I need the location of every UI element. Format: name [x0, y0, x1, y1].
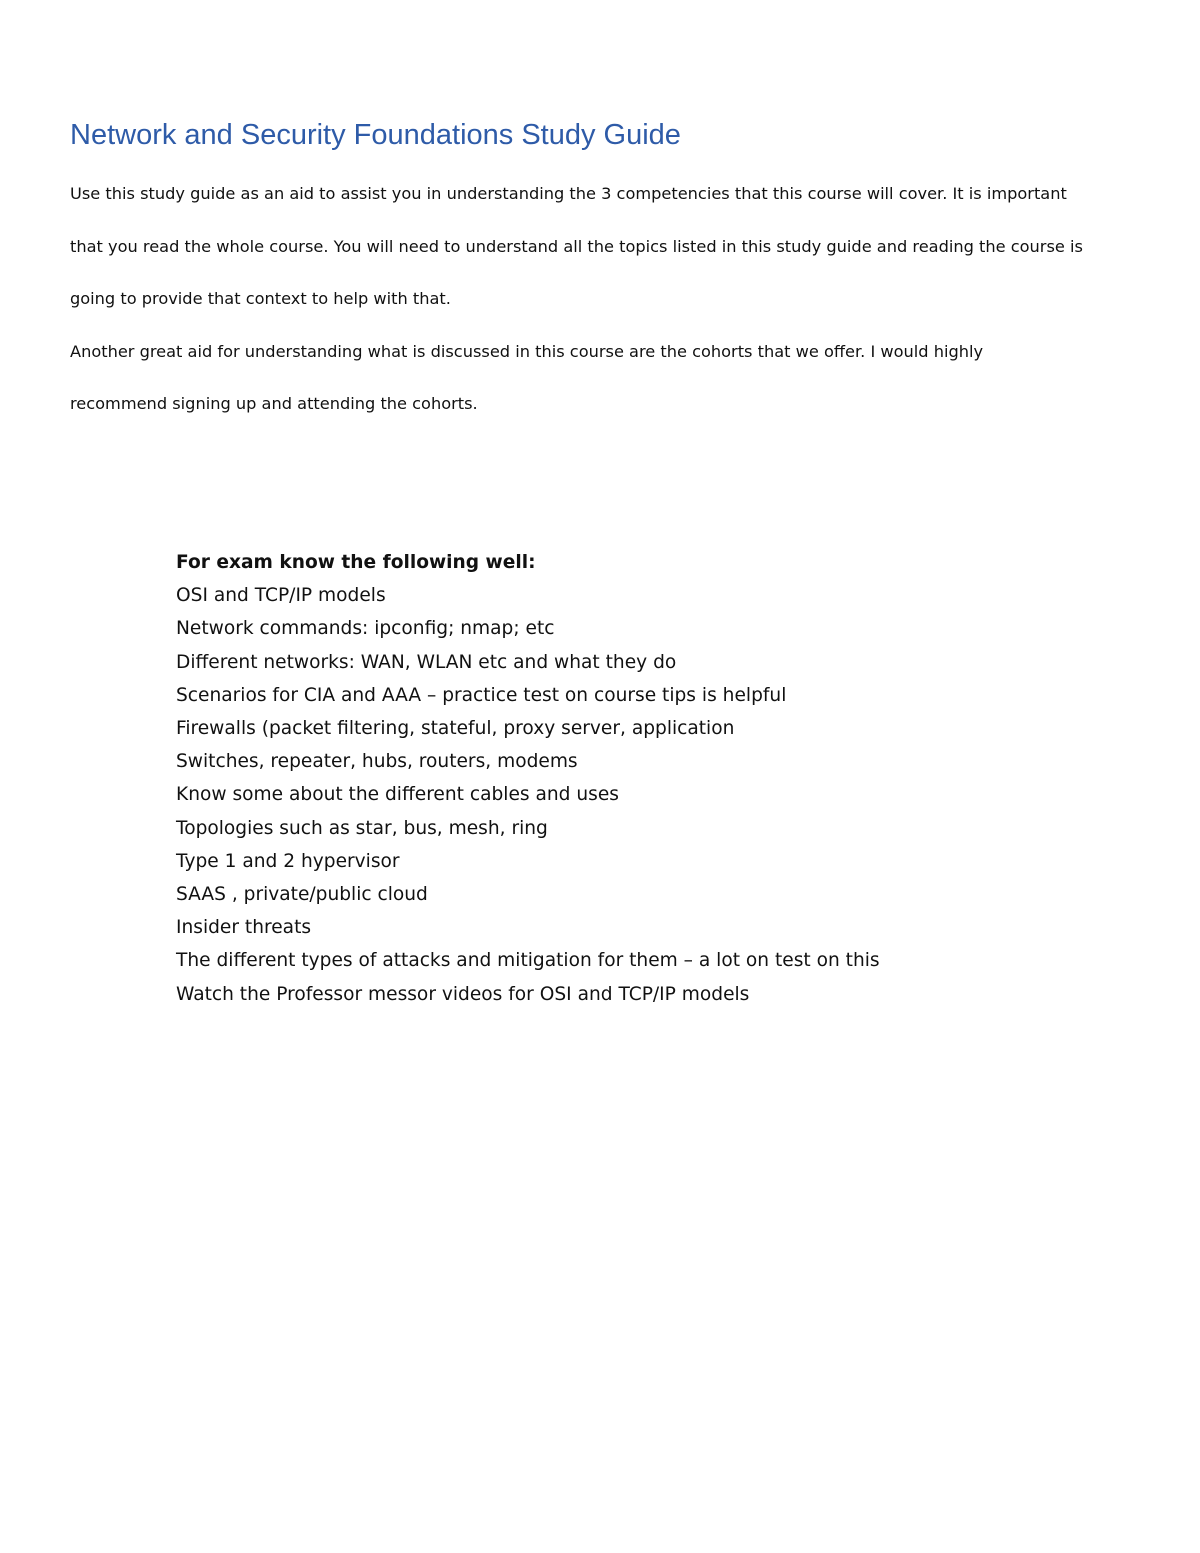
exam-topic-item: Topologies such as star, bus, mesh, ring	[176, 817, 548, 839]
intro-line: recommend signing up and attending the cohorts.	[70, 394, 478, 413]
intro-text	[70, 168, 1170, 431]
intro-paragraph-2	[70, 326, 1170, 431]
exam-topic-item: Network commands: ipconfig; nmap; etc	[176, 618, 555, 640]
exam-topic-item: OSI and TCP/IP models	[176, 585, 386, 607]
exam-topic-item: Know some about the different cables and uses	[176, 784, 619, 806]
exam-topics-list	[176, 579, 1076, 1011]
exam-topic-item: Different networks: WAN, WLAN etc and what they do	[176, 651, 677, 673]
exam-topic-item: Switches, repeater, hubs, routers, modems	[176, 751, 578, 773]
intro-paragraph-1	[70, 168, 1170, 326]
intro-line: Another great aid for understanding what is discussed in this course are the cohorts that we offer. I would highly	[70, 341, 984, 361]
exam-topic-item: Type 1 and 2 hypervisor	[176, 850, 400, 872]
intro-line: going to provide that context to help with that.	[70, 289, 451, 308]
exam-topics-heading: For exam know the following well:	[176, 552, 536, 573]
exam-topic-item: SAAS , private/public cloud	[176, 884, 428, 906]
exam-topic-item: Insider threats	[176, 917, 312, 939]
intro-line: Use this study guide as an aid to assist you in understanding the 3 competencies that this course will cover. It is important	[70, 184, 1067, 203]
exam-topics-section	[176, 546, 1076, 1011]
document-title: Network and Security Foundations Study Guide	[70, 119, 681, 151]
intro-line: that you read the whole course. You will need to understand all the topics listed in this study guide and reading the course is	[70, 236, 1083, 256]
exam-topic-item: Firewalls (packet filtering, stateful, proxy server, application	[176, 718, 735, 740]
exam-topic-item: Scenarios for CIA and AAA – practice test on course tips is helpful	[176, 684, 787, 706]
exam-topic-item: The different types of attacks and mitigation for them – a lot on test on this	[176, 950, 880, 972]
exam-topic-item: Watch the Professor messor videos for OSI and TCP/IP models	[176, 983, 750, 1005]
